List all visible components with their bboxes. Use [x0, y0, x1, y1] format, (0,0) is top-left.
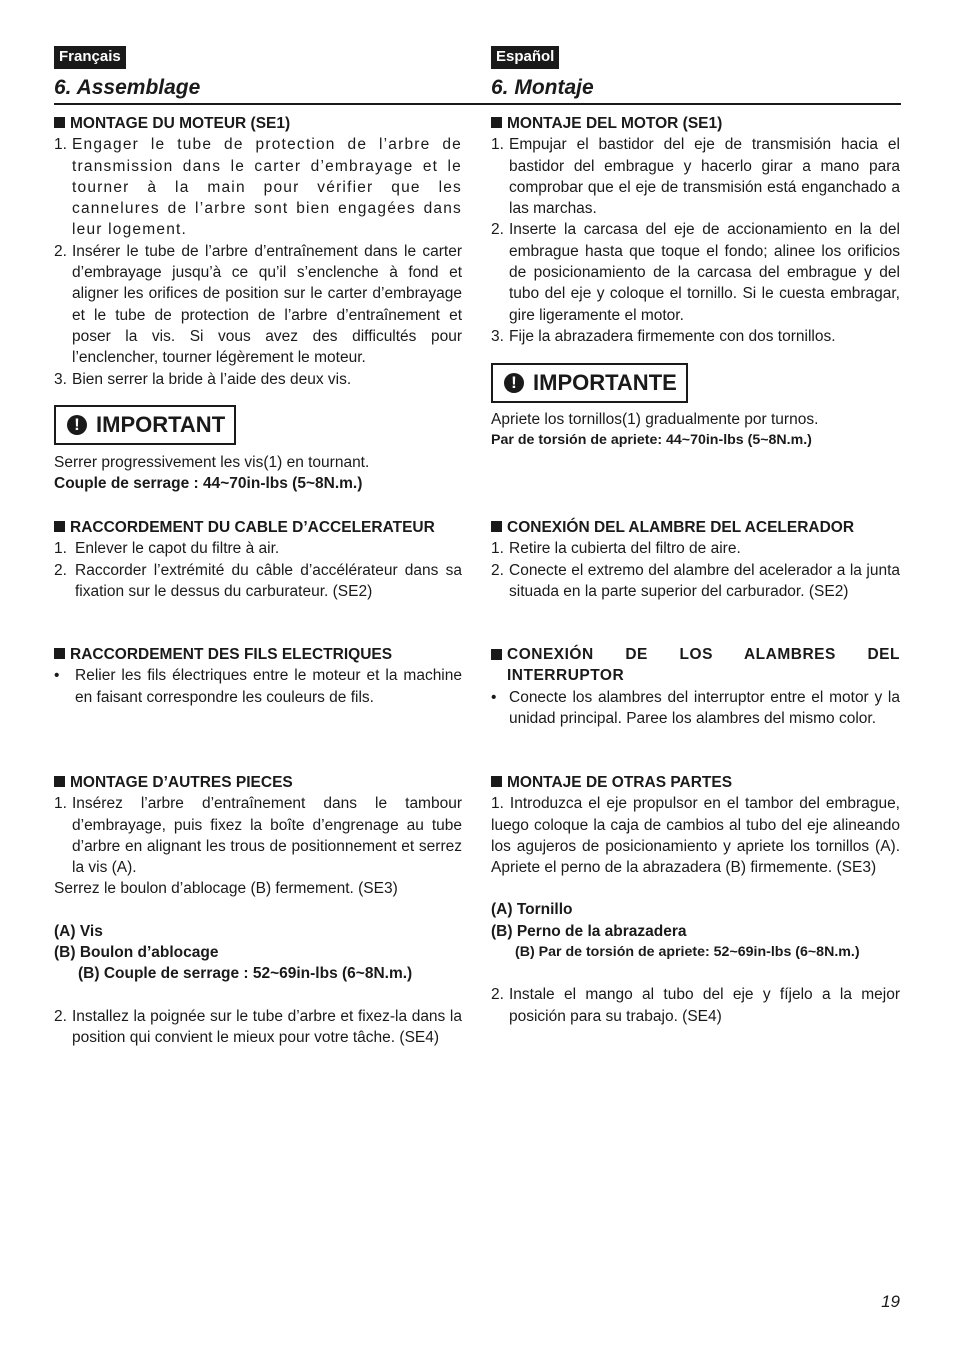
- es-other-paragraph: 1. Introduzca el eje propulsor en el tambor del embrague, luego coloque la caja de cambios al tubo del eje alineando los agujeros de posicionamiento y apriete los tornillos (A). Apriete el perno de la abrazadera (B) firmemente. (SE3): [491, 795, 900, 877]
- list-item: 1. Retire la cubierta del filtro de aire.: [491, 540, 741, 558]
- spanish-column: [491, 46, 900, 100]
- es-motor-heading: MONTAJE DEL MOTOR (SE1): [491, 113, 900, 134]
- bullet-square-icon: [491, 521, 502, 532]
- important-torque: Par de torsión de apriete: 44~70in-lbs (5~8N.m.): [491, 432, 812, 449]
- es-torque-b: (B) Par de torsión de apriete: 52~69in-lbs (6~8N.m.): [515, 944, 860, 961]
- fr-wiring-heading: RACCORDEMENT DES FILS ELECTRIQUES: [54, 644, 462, 665]
- list-item: • Relier les fils électriques entre le moteur et la machine en faisant correspondre les couleurs de fils.: [54, 667, 462, 706]
- list-item: 2. Conecte el extremo del alambre del acelerador a la junta situada en la parte superior del carburador. (SE2): [491, 561, 900, 600]
- fr-wiring: [54, 644, 462, 708]
- header-rule: [54, 103, 901, 105]
- list-item: 2. Instale el mango al tubo del eje y fíjelo a la mejor posición para su trabajo. (SE4): [491, 986, 900, 1025]
- es-throttle-heading: CONEXIÓN DEL ALAMBRE DEL ACELERADOR: [491, 517, 900, 538]
- bullet-square-icon: [54, 776, 65, 787]
- bullet-square-icon: [491, 117, 502, 128]
- list-item: 1. Enlever le capot du filtre à air.: [54, 540, 280, 558]
- es-important-note: [491, 363, 900, 452]
- list-item: 1. Empujar el bastidor del eje de transmisión hacia el bastidor del embrague y hacerlo girar a mano para comprobar que el eje de transmisión está enganchado a las marchas.: [491, 136, 900, 218]
- es-throttle-cable: [491, 517, 900, 602]
- bullet-square-icon: [54, 648, 65, 659]
- exclamation-icon: !: [504, 373, 524, 393]
- fr-other-parts: [54, 772, 462, 1048]
- fr-motor-heading: MONTAGE DU MOTEUR (SE1): [54, 113, 462, 134]
- important-text: Apriete los tornillos(1) gradualmente por turnos.: [491, 411, 819, 428]
- language-badge-fr: Français: [54, 46, 126, 69]
- bullet-square-icon: [491, 649, 502, 660]
- es-label-a: (A) Tornillo: [491, 901, 573, 919]
- es-label-b: (B) Perno de la abrazadera: [491, 922, 687, 940]
- list-item: 1. Insérez l’arbre d’entraînement dans le tambour d’embrayage, puis fixez la boîte d’engrenage au tube d’arbre en alignant les trous de positionnement et serrez la vis (A).: [54, 795, 462, 877]
- important-torque: Couple de serrage : 44~70in-lbs (5~8N.m.): [54, 475, 363, 493]
- list-item: 2. Installez la poignée sur le tube d’arbre et fixez-la dans la position qui convient le mieux pour votre tâche. (SE4): [54, 1007, 462, 1046]
- fr-throttle-cable: [54, 517, 462, 602]
- important-box: ! IMPORTANTE: [491, 363, 688, 403]
- important-text: Serrer progressivement les vis(1) en tournant.: [54, 454, 370, 471]
- fr-tighten-bolt: Serrez le boulon d’ablocage (B) fermement. (SE3): [54, 880, 398, 898]
- list-item: 2. Raccorder l’extrémité du câble d’accélérateur dans sa fixation sur le dessus du carburateur. (SE2): [54, 561, 462, 600]
- bullet-square-icon: [491, 776, 502, 787]
- list-item: • Conecte los alambres del interruptor entre el motor y la unidad principal. Paree los alambres del mismo color.: [491, 688, 900, 727]
- es-wiring: [491, 644, 900, 729]
- french-column: [54, 46, 462, 100]
- fr-other-heading: MONTAGE D’AUTRES PIECES: [54, 772, 462, 793]
- list-item: 3. Bien serrer la bride à l’aide des deux vis.: [54, 370, 352, 388]
- fr-motor-assembly: [54, 113, 462, 390]
- fr-label-a: (A) Vis: [54, 922, 103, 940]
- language-badge-es: Español: [491, 46, 559, 69]
- es-wiring-heading: CONEXIÓN DE LOS ALAMBRES DEL INTERRUPTOR: [491, 644, 900, 687]
- list-item: 3. Fije la abrazadera firmemente con dos tornillos.: [491, 327, 836, 345]
- important-box: ! IMPORTANT: [54, 405, 236, 445]
- fr-torque-b: (B) Couple de serrage : 52~69in-lbs (6~8N.m.): [78, 965, 413, 983]
- list-item: 2. Insérer le tube de l’arbre d’entraînement dans le carter d’embrayage jusqu’à ce qu’il s’enclenche à fond et aligner les orifices de position sur le carter d’embrayage et le tube de protection de l’arbre d’entraînement et poser la vis. Si vous avez des difficultés pour l’enclencher, tourner légèrement le moteur.: [54, 242, 462, 367]
- bullet-square-icon: [54, 117, 65, 128]
- es-motor-assembly: [491, 113, 900, 347]
- fr-important-note: [54, 405, 462, 495]
- list-item: 2. Inserte la carcasa del eje de accionamiento en la del embrague hasta que toque el fondo; alinee los orificios de posicionamiento de la carcasa del embrague y del tubo del eje y coloque el tornillo. Si le cuesta embragar, gire ligeramente el motor.: [491, 221, 900, 324]
- bullet-square-icon: [54, 521, 65, 532]
- exclamation-icon: !: [67, 415, 87, 435]
- fr-throttle-heading: RACCORDEMENT DU CABLE D’ACCELERATEUR: [54, 517, 462, 538]
- list-item: 1. Engager le tube de protection de l’arbre de transmission dans le carter d’embrayage et le tourner à la main pour vérifier que les cannelures de l’arbre sont bien engagées dans leur logement.: [54, 136, 462, 239]
- fr-label-b: (B) Boulon d’ablocage: [54, 944, 219, 962]
- page-number: 19: [881, 1292, 900, 1311]
- es-other-heading: MONTAJE DE OTRAS PARTES: [491, 772, 900, 793]
- es-other-parts: [491, 772, 900, 1027]
- section-title-es: 6. Montaje: [491, 76, 594, 99]
- section-title-fr: 6. Assemblage: [54, 76, 201, 99]
